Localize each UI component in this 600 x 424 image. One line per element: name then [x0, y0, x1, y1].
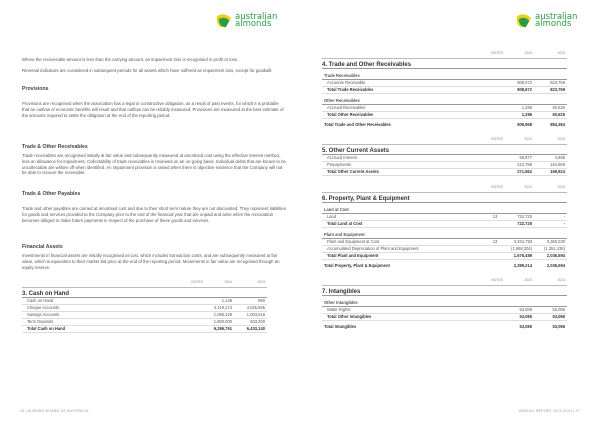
table-row [322, 246, 567, 253]
almond-logo-icon [215, 13, 233, 29]
brand-line1: australian [235, 11, 278, 22]
table-header [322, 278, 567, 286]
column-2024: 2024 [524, 51, 532, 55]
total-row [322, 221, 567, 228]
paragraph-reversal: Reversal indicators are considered in subsequent periods for all assets which have suffered an impairment loss, except for goodwill. [22, 68, 273, 73]
paragraph-provisions: Provisions are recognised when the association has a legal or constructive obligation, as a result of past events, for which it is probable that an outflow of economic benefits will result and that outflow can be reliably measured. Provisions are measured at the best estimate of the amounts required to settle the obligation at the end of the reporting period. [22, 101, 284, 118]
subheading-row [322, 98, 567, 105]
row-label: Total Trade and Other Receivables [324, 122, 391, 127]
row-label: Total Other Current Assets [327, 169, 379, 174]
row-label: Total Other Intangibles [327, 314, 372, 319]
row-label: Savings Accounts [27, 312, 60, 317]
value-2023: 4,026,565 [246, 305, 265, 310]
brand-line2: almonds [235, 19, 272, 29]
table-row [322, 307, 567, 314]
column-notes: NOTES [491, 185, 503, 189]
column-2023: 2023 [557, 51, 565, 55]
row-label: Land at Cost [324, 207, 349, 212]
row-label: Total Plant and Equipment [327, 253, 379, 258]
table-row [322, 239, 567, 246]
table-receivables [322, 51, 567, 129]
column-2023: 2023 [557, 185, 565, 189]
subheading-row [322, 73, 567, 80]
value-2023: 823,759 [550, 87, 565, 92]
brand-logo-left [215, 13, 277, 29]
value-2023: 1,003,518 [246, 312, 265, 317]
column-2024: 2024 [524, 278, 532, 282]
value-2024: 3,334,793 [513, 239, 532, 244]
column-2024: 2024 [524, 185, 532, 189]
subheading-row [322, 207, 567, 214]
table-header [322, 51, 567, 59]
value-2024: 53,086 [519, 307, 532, 312]
column-notes: NOTES [491, 278, 503, 282]
table-row [322, 155, 567, 162]
row-label: Plant and Equipment at Cost [327, 239, 380, 244]
value-2024: 808,672 [517, 87, 532, 92]
section-title: 5. Other Current Assets [322, 145, 567, 155]
row-label: Accrued Interest [327, 155, 357, 160]
row-label: Accumulated Depreciation of Plant and Equipment [327, 246, 419, 251]
total-row [322, 263, 567, 270]
row-label: Prepayments [327, 162, 352, 167]
value-2024: (1,658,304) [511, 246, 532, 251]
row-label: Total Land at Cost [327, 221, 363, 226]
total-row [322, 112, 567, 119]
row-label: Term Deposits [27, 319, 54, 324]
subheading-row [322, 232, 567, 239]
heading-payables: Trade & Other Payables [22, 191, 81, 197]
row-label: Total Other Receivables [327, 112, 374, 117]
table-row [322, 162, 567, 169]
value-2023: (1,351,436) [544, 246, 565, 251]
paragraph-payables: Trade and other payables are carried at amortised cost and due to their short term nature they are not discounted. They represent liabilities for goods and services provided to the Company prior to the end of the financial year that are unpaid and arise when the Association becomes obliged to make future payments in respect of the purchase of these goods and services. [22, 206, 286, 223]
column-notes: NOTES [491, 51, 503, 55]
table-row [22, 319, 267, 326]
table-row [322, 80, 567, 87]
total-row [22, 326, 267, 333]
table-header [322, 137, 567, 145]
row-label: Other Receivables [324, 98, 360, 103]
value-2024: 2,399,214 [513, 263, 532, 268]
value-2023: 2,036,594 [546, 253, 565, 258]
total-row [322, 122, 567, 129]
table-header [22, 280, 267, 288]
value-2023: 4,955 [554, 155, 565, 160]
value-2024: 58,877 [519, 155, 532, 160]
total-row [322, 169, 567, 176]
table-row [322, 214, 567, 221]
footer-left: 26 | ALMOND BOARD OF AUSTRALIA [20, 409, 89, 413]
page-number-right: 27 [575, 409, 580, 413]
row-label: Total Property, Plant & Equipment [324, 263, 390, 268]
row-label: Cash on Hand [27, 298, 54, 303]
total-row [322, 253, 567, 260]
row-label: Total Trade Receivables [327, 87, 374, 92]
brand-logo-right [515, 13, 577, 29]
row-label: Other Intangibles [324, 300, 358, 305]
column-2023: 2023 [557, 137, 565, 141]
value-2024: 722,725 [517, 214, 532, 219]
table-cash-on-hand [22, 280, 267, 333]
footer-right: ANNUAL REPORT 2023-2024 | 27 [518, 409, 580, 413]
section-title: 6. Property, Plant & Equipment [322, 193, 567, 203]
brand-line1: australian [535, 11, 578, 22]
value-2024: 53,086 [519, 314, 532, 319]
value-2024: 1,800,000 [213, 319, 232, 324]
row-label: Accounts Receivable [327, 80, 366, 85]
value-2024: 1,676,489 [513, 253, 532, 258]
row-note: 13 [492, 239, 498, 244]
total-row [322, 87, 567, 94]
row-label: Cheque Accounts [27, 305, 60, 310]
subheading-row [322, 300, 567, 307]
value-2024: 808,672 [517, 80, 532, 85]
almond-logo-icon [515, 13, 533, 29]
brand-line2: almonds [535, 19, 572, 29]
value-2024: 1,286 [521, 105, 532, 110]
table-intangibles [322, 278, 567, 331]
value-2024: 1,148 [221, 298, 232, 303]
column-notes: NOTES [191, 280, 203, 284]
value-2024: 53,086 [519, 324, 532, 329]
value-2023: 603,200 [250, 319, 265, 324]
page-number-left: 26 [20, 409, 25, 413]
value-2023: 823,759 [550, 80, 565, 85]
heading-receivables: Trade & Other Receivables [22, 144, 88, 150]
paragraph-financial-assets: Investments in financial assets are initially recognised at cost, which includes transaction costs, and are subsequently measured at fair value, which is equivalent to their market bid price at the end of the reporting period. Movements in fair value are recognised through an equity reserve. [22, 253, 280, 270]
value-2024: 722,725 [517, 221, 532, 226]
value-2023: 53,086 [552, 324, 565, 329]
table-property-plant-equipment [322, 185, 567, 270]
table-row [22, 312, 267, 319]
row-label: Plant and Equipment [324, 232, 365, 237]
row-label: Water Rights [327, 307, 351, 312]
value-2024: 212,785 [517, 162, 532, 167]
value-2023: - [563, 214, 565, 219]
section-title: 3. Cash on Hand [22, 288, 267, 298]
row-label: Accrued Receivables [327, 105, 366, 110]
row-label: Total Intangibles [324, 324, 357, 329]
value-2024: 271,662 [517, 169, 532, 174]
table-row [22, 298, 267, 305]
row-label: Total Cash on Hand [27, 326, 66, 331]
value-2024: 809,958 [517, 122, 532, 127]
value-2023: 60,625 [552, 112, 565, 117]
value-2023: 53,086 [552, 314, 565, 319]
heading-financial-assets: Financial Assets [22, 244, 63, 250]
footer-report-name: ANNUAL REPORT 2023-2024 [518, 409, 573, 413]
value-2024: 1,066,429 [213, 312, 232, 317]
table-header [322, 185, 567, 193]
paragraph-impairment: Where the recoverable amount is less than the carrying amount, an impairment loss is recognised in profit or loss. [22, 57, 239, 62]
column-2023: 2023 [257, 280, 265, 284]
value-2024: 1,286 [521, 112, 532, 117]
value-2024: 3,419,174 [213, 305, 232, 310]
value-2023: 890 [258, 298, 265, 303]
table-other-current-assets [322, 137, 567, 176]
value-2023: 3,360,030 [546, 239, 565, 244]
heading-provisions: Provisions [22, 86, 49, 92]
table-row [322, 105, 567, 112]
table-row [22, 305, 267, 312]
section-title: 7. Intangibles [322, 286, 567, 296]
value-2023: 53,086 [552, 307, 565, 312]
value-2024: 6,286,751 [213, 326, 232, 331]
value-2023: 2,036,594 [546, 263, 565, 268]
value-2023: - [563, 221, 565, 226]
row-label: Trade Receivables [324, 73, 360, 78]
paragraph-receivables: Trade receivables are recognised initially at fair value and subsequently measured at amortised cost using the effective interest method, less an allowance for impairment. Collectability of trade receivables is reviewed on an on-going basis. Individual debts that are known to be uncollectable are written off when identified. An impairment provision is raised when there is objective evidence that the Company will not be able to recover the receivable. [22, 153, 286, 176]
column-2024: 2024 [224, 280, 232, 284]
column-notes: NOTES [491, 137, 503, 141]
value-2023: 6,433,140 [246, 326, 265, 331]
value-2023: 60,625 [552, 105, 565, 110]
column-2024: 2024 [524, 137, 532, 141]
column-2023: 2023 [557, 278, 565, 282]
row-label: Land [327, 214, 337, 219]
section-title: 4. Trade and Other Receivables [322, 59, 567, 69]
value-2023: 169,824 [550, 169, 565, 174]
total-row [322, 314, 567, 321]
row-note: 13 [492, 214, 498, 219]
value-2023: 884,384 [550, 122, 565, 127]
footer-org-name: ALMOND BOARD OF AUSTRALIA [27, 409, 89, 413]
value-2023: 164,869 [550, 162, 565, 167]
total-row [322, 324, 567, 331]
